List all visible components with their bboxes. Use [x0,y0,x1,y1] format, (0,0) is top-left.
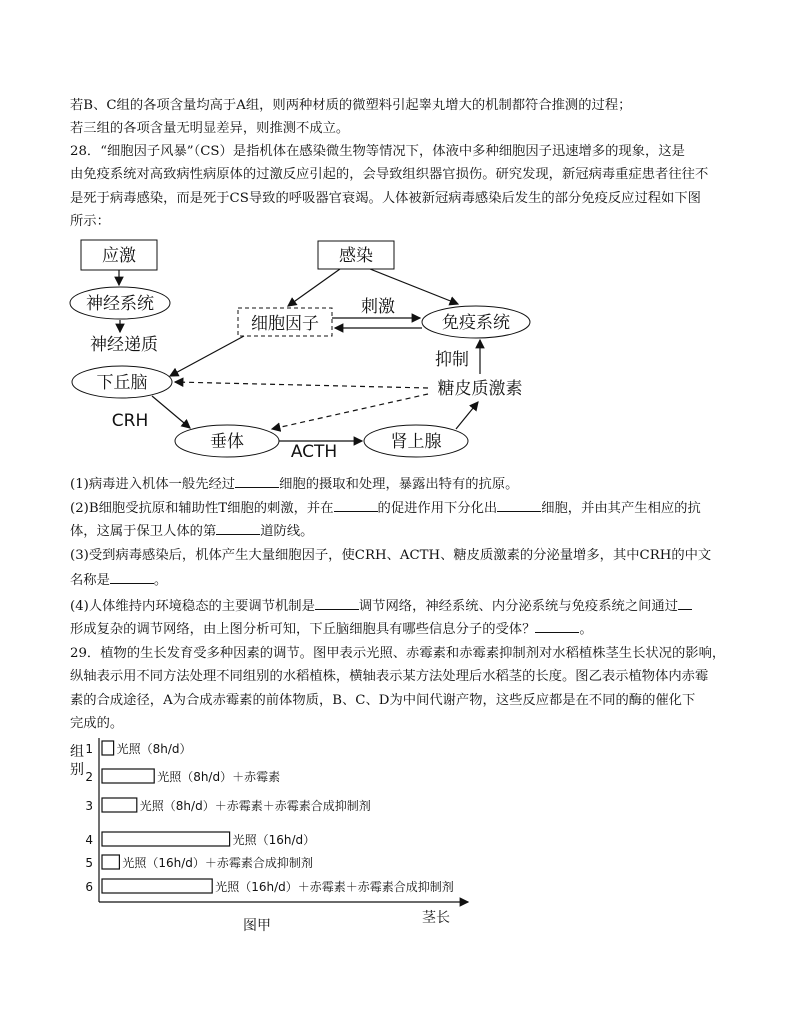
bar-label: 光照（16h/d） [232,833,316,847]
question-28-3-cont: 名称是 。 [70,569,167,591]
pituitary-label: 垂体 [210,432,244,452]
question-28-4: (4)人体维持内环境稳态的主要调节机制是 调节网络，神经系统、内分泌系统与免疫系统之间通过 [70,595,692,617]
text-line: 是死于病毒感染，而是死于CS导致的呼吸器官衰竭。人体被新冠病毒感染后发生的部分免疫反应过程如下图 [70,191,701,206]
bar-group-5 [102,855,119,869]
immune-system-label: 免疫系统 [442,313,510,333]
group-tick-label: 4 [85,833,93,847]
arrow-infection-cytokine [288,269,340,306]
group-tick-label: 5 [85,856,93,870]
dashed-arrow-to-pituitary [272,394,428,429]
cytokine-label: 细胞因子 [251,314,319,334]
bar-label: 光照（8h/d）＋赤霉素 [157,770,281,784]
y-axis-label-1: 组 [70,744,84,760]
x-axis-label: 茎长 [422,910,450,926]
stimulate-label: 刺激 [361,297,395,317]
immune-regulation-diagram [60,232,580,472]
infection-label: 感染 [339,246,373,266]
stress-label: 应激 [102,246,136,266]
arrow-cytokine-hypothalamus [170,336,244,376]
group-tick-label: 6 [85,880,93,894]
bar-group-3 [102,798,137,812]
bar-label: 光照（16h/d）＋赤霉素合成抑制剂 [122,856,313,870]
text-line: 素的合成途径，A为合成赤霉素的前体物质，B、C、D为中间代谢产物，这些反应都是在不同的酶的催化下 [70,693,696,708]
glucocorticoid-label: 糖皮质激素 [437,379,523,399]
chart-title: 图甲 [243,918,271,934]
question-28-2: (2)B细胞受抗原和辅助性T细胞的刺激，并在 的促进作用下分化出 细胞，并由其产生相应的抗 [70,497,701,519]
question-28-1: (1)病毒进入机体一般先经过 细胞的摄取和处理，暴露出特有的抗原。 [70,473,518,495]
bar-group-2 [102,769,154,783]
question-28-4-cont: 形成复杂的调节网络，由上图分析可知，下丘脑细胞具有哪些信息分子的受体？ 。 [70,618,593,640]
answer-blank[interactable] [334,497,378,512]
text-line: 所示： [70,214,110,229]
answer-blank[interactable] [235,473,279,488]
question-28-3: (3)受到病毒感染后，机体产生大量细胞因子，使CRH、ACTH、糖皮质激素的分泌量增多，其中CRH的中文 [70,548,712,563]
text-line: 若三组的各项含量无明显差异，则推测不成立。 [70,121,350,136]
acth-label: ACTH [290,442,338,462]
bar-label: 光照（8h/d）＋赤霉素＋赤霉素合成抑制剂 [139,799,371,813]
text-line: 完成的。 [70,716,124,731]
bar-label: 光照（8h/d） [116,742,192,756]
text-line: 若B、C组的各项含量均高于A组，则两种材质的微塑料引起睾丸增大的机制都符合推测的过程； [70,98,632,113]
arrow-adrenal-glucocorticoid [456,402,478,429]
dashed-arrow-to-hypothalamus [175,382,428,388]
bar-group-4 [102,832,230,846]
question-29-stem: 29．植物的生长发育受多种因素的调节。图甲表示光照、赤霉素和赤霉素抑制剂对水稻植株茎生长状况的影响， [70,646,726,661]
answer-blank[interactable] [315,595,359,610]
answer-blank[interactable] [110,569,154,584]
neurotransmitter-label: 神经递质 [90,335,158,355]
bar-group-1 [102,741,114,755]
hypothalamus-label: 下丘脑 [96,373,148,393]
bar-label: 光照（16h/d）＋赤霉素＋赤霉素合成抑制剂 [215,880,454,894]
bar-group-6 [102,879,212,893]
figure-jia-bar-chart [60,732,500,942]
group-tick-label: 2 [85,770,93,784]
question-28-stem: 28．“细胞因子风暴”（CS）是指机体在感染微生物等情况下，体液中多种细胞因子迅速增多的现象，这是 [70,144,685,159]
answer-blank[interactable] [678,595,692,610]
answer-blank[interactable] [216,520,260,535]
text-line: 纵轴表示用不同方法处理不同组别的水稻植株，横轴表示某方法处理后水稻茎的长度。图乙表示植物体内赤霉 [70,669,709,684]
adrenal-label: 肾上腺 [390,432,442,452]
answer-blank[interactable] [535,618,579,633]
inhibit-label: 抑制 [435,350,469,370]
question-28-2-cont: 体，这属于保卫人体的第 道防线。 [70,520,313,542]
text-line: 由免疫系统对高致病性病原体的过激反应引起的，会导致组织器官损伤。研究发现，新冠病毒重症患者往往不 [70,167,709,182]
y-axis-label-2: 别 [70,762,84,778]
arrow-hypothalamus-pituitary [152,396,190,428]
group-tick-label: 3 [85,799,93,813]
crh-label: CRH [111,411,149,431]
group-tick-label: 1 [85,742,93,756]
nervous-system-label: 神经系统 [86,294,154,314]
answer-blank[interactable] [497,497,541,512]
